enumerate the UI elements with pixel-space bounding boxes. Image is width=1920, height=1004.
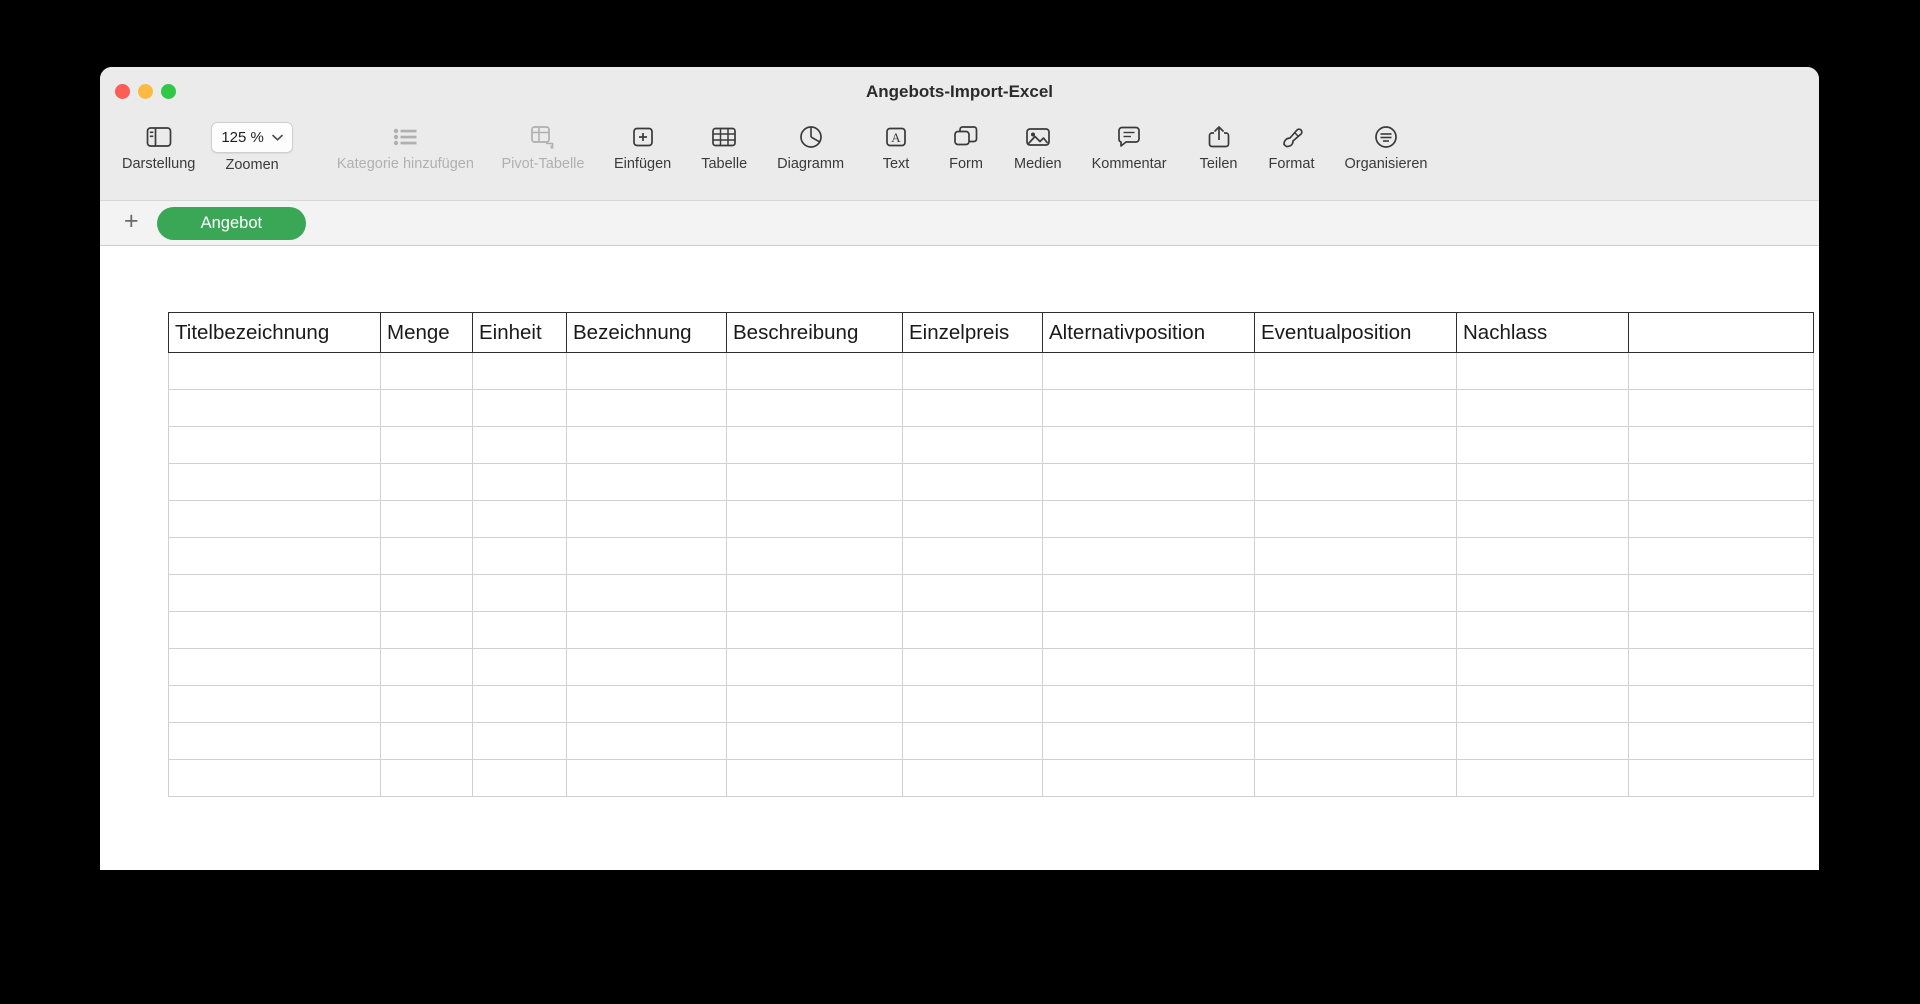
- table-cell[interactable]: [903, 353, 1043, 390]
- column-header[interactable]: [1629, 313, 1814, 353]
- table-cell[interactable]: [903, 686, 1043, 723]
- table-cell[interactable]: [1255, 612, 1457, 649]
- sheet-tab-angebot[interactable]: Angebot: [157, 207, 306, 240]
- toolbar-item-zoomen[interactable]: [203, 119, 301, 173]
- sheet-canvas[interactable]: [100, 246, 1819, 870]
- table-cell[interactable]: [727, 686, 903, 723]
- table-cell[interactable]: [473, 686, 567, 723]
- sheet-tab-bar: [100, 200, 1819, 246]
- table-cell[interactable]: [567, 686, 727, 723]
- table-cell[interactable]: [1457, 538, 1629, 575]
- table-cell[interactable]: [1255, 464, 1457, 501]
- toolbar-item-diagramm[interactable]: [769, 119, 852, 172]
- table-cell[interactable]: [567, 427, 727, 464]
- chart-icon: [799, 119, 823, 155]
- table-cell[interactable]: [169, 353, 381, 390]
- table-cell[interactable]: [1629, 575, 1814, 612]
- table-cell[interactable]: [1255, 390, 1457, 427]
- table-cell[interactable]: [381, 723, 473, 760]
- toolbar-label: Format: [1268, 156, 1315, 172]
- table-cell[interactable]: [727, 760, 903, 797]
- text-icon: [885, 119, 907, 155]
- toolbar-label: Tabelle: [701, 156, 748, 172]
- table-cell[interactable]: [1255, 538, 1457, 575]
- table-cell[interactable]: [169, 612, 381, 649]
- column-header[interactable]: Nachlass: [1457, 313, 1629, 353]
- table-cell[interactable]: [169, 723, 381, 760]
- table-cell[interactable]: [1457, 649, 1629, 686]
- comment-icon: [1116, 119, 1142, 155]
- table-cell[interactable]: [903, 538, 1043, 575]
- toolbar-item-format[interactable]: [1261, 119, 1323, 172]
- table-cell[interactable]: [473, 760, 567, 797]
- table-cell[interactable]: [169, 760, 381, 797]
- table-cell[interactable]: [1629, 538, 1814, 575]
- table-cell[interactable]: [1629, 760, 1814, 797]
- table-cell[interactable]: [1043, 501, 1255, 538]
- table-cell[interactable]: [1043, 427, 1255, 464]
- table-cell[interactable]: [903, 723, 1043, 760]
- table-cell[interactable]: [381, 686, 473, 723]
- table-cell[interactable]: [473, 538, 567, 575]
- toolbar-label: Einfügen: [613, 156, 672, 172]
- toolbar-item-medien[interactable]: [1006, 119, 1070, 172]
- table-cell[interactable]: [169, 538, 381, 575]
- toolbar-item-einfuegen[interactable]: [606, 119, 679, 172]
- table-cell[interactable]: [727, 390, 903, 427]
- toolbar-item-pivot-tabelle: [488, 119, 598, 172]
- table-cell[interactable]: [381, 390, 473, 427]
- table-row[interactable]: [169, 501, 1814, 538]
- table-cell[interactable]: [727, 427, 903, 464]
- format-brush-icon: [1280, 119, 1304, 155]
- column-header[interactable]: Bezeichnung: [567, 313, 727, 353]
- toolbar-label: Darstellung: [122, 156, 196, 172]
- table-header-row: [169, 313, 1814, 353]
- table-cell[interactable]: [473, 390, 567, 427]
- toolbar-item-tabelle[interactable]: [693, 119, 755, 172]
- table-cell[interactable]: [1255, 723, 1457, 760]
- toolbar-item-kommentar[interactable]: [1084, 119, 1175, 172]
- title-bar: [100, 67, 1819, 117]
- table-cell[interactable]: [567, 612, 727, 649]
- table-cell[interactable]: [567, 760, 727, 797]
- table-cell[interactable]: [169, 686, 381, 723]
- column-header[interactable]: Beschreibung: [727, 313, 903, 353]
- table-cell[interactable]: [1043, 760, 1255, 797]
- table-cell[interactable]: [473, 501, 567, 538]
- table-cell[interactable]: [727, 538, 903, 575]
- table-cell[interactable]: [1255, 760, 1457, 797]
- table-cell[interactable]: [727, 575, 903, 612]
- toolbar-label: Kategorie hinzufügen: [336, 156, 474, 172]
- table-cell[interactable]: [381, 649, 473, 686]
- table-cell[interactable]: [1629, 723, 1814, 760]
- table-row[interactable]: [169, 464, 1814, 501]
- toolbar-label: Organisieren: [1344, 156, 1428, 172]
- table-cell[interactable]: [727, 464, 903, 501]
- table-cell[interactable]: [1457, 723, 1629, 760]
- table-cell[interactable]: [1629, 686, 1814, 723]
- organize-icon: [1374, 119, 1398, 155]
- table-cell[interactable]: [473, 575, 567, 612]
- table-cell[interactable]: [473, 353, 567, 390]
- sidebar-icon: [146, 119, 172, 155]
- table-cell[interactable]: [1457, 501, 1629, 538]
- table-cell[interactable]: [903, 575, 1043, 612]
- table-cell[interactable]: [567, 353, 727, 390]
- zoom-value: 125 %: [221, 129, 264, 146]
- toolbar-label: Pivot-Tabelle: [501, 156, 585, 172]
- toolbar-label: Form: [949, 156, 983, 172]
- add-sheet-button[interactable]: +: [124, 206, 139, 235]
- table-cell[interactable]: [169, 427, 381, 464]
- table-cell[interactable]: [1255, 353, 1457, 390]
- column-header[interactable]: Titelbezeichnung: [169, 313, 381, 353]
- table-cell[interactable]: [903, 464, 1043, 501]
- column-header[interactable]: Einzelpreis: [903, 313, 1043, 353]
- toolbar-label: Medien: [1014, 156, 1062, 172]
- table-cell[interactable]: [567, 723, 727, 760]
- table-row[interactable]: [169, 427, 1814, 464]
- table-cell[interactable]: [169, 390, 381, 427]
- table-cell[interactable]: [381, 501, 473, 538]
- table-cell[interactable]: [727, 723, 903, 760]
- table-cell[interactable]: [473, 427, 567, 464]
- share-icon: [1208, 119, 1230, 155]
- table-cell[interactable]: [1043, 353, 1255, 390]
- table-cell[interactable]: [1629, 464, 1814, 501]
- toolbar-label: Diagramm: [777, 156, 845, 172]
- table-cell[interactable]: [1457, 686, 1629, 723]
- table-cell[interactable]: [1043, 612, 1255, 649]
- table-cell[interactable]: [1043, 686, 1255, 723]
- table-cell[interactable]: [567, 464, 727, 501]
- toolbar-label: Zoomen: [225, 157, 279, 173]
- table-row[interactable]: [169, 353, 1814, 390]
- table-cell[interactable]: [1457, 464, 1629, 501]
- table-cell[interactable]: [1043, 575, 1255, 612]
- chevron-down-icon: [272, 134, 283, 141]
- toolbar-item-organisieren[interactable]: [1336, 119, 1435, 172]
- table-cell[interactable]: [1255, 501, 1457, 538]
- table-cell[interactable]: [903, 390, 1043, 427]
- table-cell[interactable]: [1043, 390, 1255, 427]
- table-cell[interactable]: [903, 501, 1043, 538]
- window-title: Angebots-Import-Excel: [865, 82, 1054, 101]
- table-row[interactable]: [169, 575, 1814, 612]
- svg-text:A: A: [891, 130, 901, 145]
- toolbar-item-kategorie-hinzufuegen: [329, 119, 482, 172]
- table-cell[interactable]: [381, 353, 473, 390]
- table-cell[interactable]: [727, 649, 903, 686]
- column-header[interactable]: Alternativposition: [1043, 313, 1255, 353]
- table-cell[interactable]: [1457, 575, 1629, 612]
- table-row[interactable]: [169, 760, 1814, 797]
- table-cell[interactable]: [169, 464, 381, 501]
- table-row[interactable]: [169, 390, 1814, 427]
- table-cell[interactable]: [381, 760, 473, 797]
- media-icon: [1025, 119, 1051, 155]
- table-cell[interactable]: [1255, 427, 1457, 464]
- pivot-table-icon: [530, 119, 556, 155]
- table-cell[interactable]: [727, 612, 903, 649]
- table-row[interactable]: [169, 686, 1814, 723]
- table-cell[interactable]: [1043, 723, 1255, 760]
- close-button[interactable]: [115, 84, 130, 99]
- table-cell[interactable]: [381, 538, 473, 575]
- table-cell[interactable]: [567, 575, 727, 612]
- table-cell[interactable]: [1629, 353, 1814, 390]
- toolbar-label: Teilen: [1199, 156, 1238, 172]
- list-icon: [393, 119, 417, 155]
- table-cell[interactable]: [473, 612, 567, 649]
- toolbar-item-darstellung[interactable]: [114, 119, 203, 172]
- table-cell[interactable]: [1043, 538, 1255, 575]
- insert-icon: [631, 119, 655, 155]
- shape-icon: [953, 119, 979, 155]
- table-cell[interactable]: [473, 464, 567, 501]
- table-cell[interactable]: [1629, 390, 1814, 427]
- column-header[interactable]: Einheit: [473, 313, 567, 353]
- table-cell[interactable]: [1457, 612, 1629, 649]
- table-cell[interactable]: [381, 427, 473, 464]
- table-cell[interactable]: [903, 612, 1043, 649]
- table-cell[interactable]: [903, 760, 1043, 797]
- toolbar-item-form[interactable]: [936, 119, 996, 172]
- zoom-select[interactable]: [211, 122, 293, 153]
- table-cell[interactable]: [169, 649, 381, 686]
- table-row[interactable]: [169, 538, 1814, 575]
- toolbar-label: Text: [882, 156, 910, 172]
- table-cell[interactable]: [169, 501, 381, 538]
- zoom-button[interactable]: [161, 84, 176, 99]
- table-cell[interactable]: [1457, 390, 1629, 427]
- table-cell[interactable]: [1043, 649, 1255, 686]
- column-header[interactable]: Menge: [381, 313, 473, 353]
- table-cell[interactable]: [169, 575, 381, 612]
- toolbar: [100, 117, 1819, 200]
- table-cell[interactable]: [473, 649, 567, 686]
- minimize-button[interactable]: [138, 84, 153, 99]
- table-cell[interactable]: [903, 649, 1043, 686]
- table-icon: [711, 119, 737, 155]
- table-cell[interactable]: [567, 538, 727, 575]
- table-cell[interactable]: [567, 390, 727, 427]
- table-cell[interactable]: [381, 464, 473, 501]
- table-cell[interactable]: [1457, 760, 1629, 797]
- table-cell[interactable]: [903, 427, 1043, 464]
- toolbar-label: Kommentar: [1091, 156, 1167, 172]
- table-cell[interactable]: [1457, 427, 1629, 464]
- toolbar-item-teilen[interactable]: [1189, 119, 1249, 172]
- table-cell[interactable]: [727, 501, 903, 538]
- table-cell[interactable]: [381, 612, 473, 649]
- table-row[interactable]: [169, 723, 1814, 760]
- toolbar-item-text[interactable]: [866, 119, 926, 172]
- table-cell[interactable]: [1255, 575, 1457, 612]
- table-cell[interactable]: [1255, 649, 1457, 686]
- table-cell[interactable]: [1629, 501, 1814, 538]
- table-cell[interactable]: [1457, 353, 1629, 390]
- table-cell[interactable]: [473, 723, 567, 760]
- window-controls: [115, 84, 176, 99]
- table-row[interactable]: [169, 612, 1814, 649]
- column-header[interactable]: Eventualposition: [1255, 313, 1457, 353]
- table-cell[interactable]: [1629, 427, 1814, 464]
- spreadsheet-table[interactable]: [168, 312, 1814, 797]
- table-cell[interactable]: [1629, 649, 1814, 686]
- table-cell[interactable]: [567, 649, 727, 686]
- table-container: [168, 312, 1819, 797]
- table-row[interactable]: [169, 649, 1814, 686]
- table-cell[interactable]: [1043, 464, 1255, 501]
- table-cell[interactable]: [1629, 612, 1814, 649]
- table-cell[interactable]: [1255, 686, 1457, 723]
- table-cell[interactable]: [567, 501, 727, 538]
- app-window: [100, 67, 1819, 870]
- table-cell[interactable]: [381, 575, 473, 612]
- table-cell[interactable]: [727, 353, 903, 390]
